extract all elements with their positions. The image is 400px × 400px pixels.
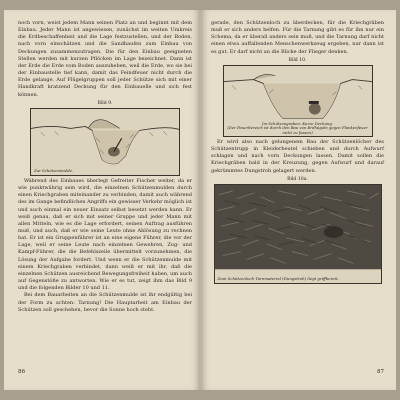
figure-9-illustration — [30, 108, 180, 176]
right-page — [201, 10, 396, 390]
left-paragraph-last: Bei dem Bauarbeiten an die Schützenmulde ist ihr endgültig bei der Form zu achten: Tarnung! Die Hauptarbeit am Einbau der Schützen soll geschehen, bevor die Sonne hoch steht. — [18, 292, 192, 313]
foxhole-drawing — [31, 109, 179, 175]
left-page-number: 86 — [18, 368, 25, 375]
figure-10-caption-line1: Im Schützengraben: Kurze Deckung. — [262, 120, 333, 126]
left-paragraph-bottom: Während des Einbaues überlegt Gefreiter Fischer weiter, da er wie punktwährig sein wird, die einzelnen Schützenmulden durch einen Kriechgraben miteinander zu verbinden, damit auch während des im Gange befindlichen Angriffs ein gewisser Verkehr möglich ist und auch einmal ein neuer Einsatz selbst besetzt werden kann. Er weiß genau, daß er sich mit seiner Gruppe und jeder Mann mit allen Mitteln, wie es die Lage erfordert, seinen Auftrag ausführen muß, und auch, daß er wie seine Leute ohne Ablösung zu rechnen hat. Er ist ein Gruppenführer ist an eine eigene Führer, die vor der Lage, weil er seine Leute nach einzelnen Gewehren, Zug- und Kampf-Führer, die die Befehlszeile übermittelt vorzunehmen, die Lösung der Aufgabe fordert. Und wenn er die Schützenmulde mit einem Kriechgraben verbindet, dann weiß er mit ihr, daß die einzelnen Schützen ausreichend Bewegungsfreiheit haben, um auch auf Gegenstöße zu antworten. Wie er es tut, zeigt ihm das Bild 9 und die folgenden Bilder 10 und 11. — [18, 177, 192, 292]
figure-10-label: Bild 10. — [288, 57, 307, 63]
figure-9-label: Bild 9. — [97, 100, 113, 106]
figure-9-caption: Zur Schützenmulde. — [34, 168, 74, 174]
right-page-number: 87 — [377, 368, 384, 375]
figure-10-illustration — [223, 65, 373, 137]
figure-10a-label: Bild 10a. — [287, 176, 308, 182]
left-page — [4, 10, 200, 390]
right-paragraph-mid: Er wird also nach gelungenem Bau der Schützenlöcher des Schützentrupp in Kleiderbeutel schieben und durch Aufwurf schlagen und nach vorn Deckungen lassen. Damit sollen die Kriechgräben bald in der Kreuzung, gegen Aufwurf und darauf gekrümmtes Dungstroh gelagert werden. — [211, 138, 384, 174]
figure-10-caption — [227, 122, 369, 136]
straw-field-photo — [215, 185, 381, 283]
figure-10-caption-line2: (Der Feuerbereich ist durch den Bau von Erdhügeln gegen Flankenfeuer nicht zu fassen) — [227, 125, 368, 135]
left-paragraph-top: noch vorn, weist jedem Mann seinen Platz an und beginnt mit dem Einbau. Jeder Mann ist angewiesen, zunächst im weiten Umkreis die Erdbeschaffenheit und die Lage festzustellen, und der Boden, nach vorn einschätzen und die Sandhaufen zum Einbau von Deckungen zusammenzutragen. Die für den Einbau geeigneten Stellen werden mit kurzen Pflöcken im Lage bezeichnet. Dann ist der Erde die Erde vom Boden auszuheben, weil die Erde, wo sie bei der Einbaustelle tief kann, damit das Feindfeuer nicht durch die Erde gelange. Auf Flügelgruppen soll jeder Schütze sich mit einer Handkraft kratzend Deckung für den Einbauelle und sich fest können. — [18, 20, 192, 98]
right-paragraph-top: gerade, den Schützenloch zu überdecken, für die Kriechgräben muß er sich anders helfen. Für die Tarnung gibt es für ihn nur ein Schema, da er überall anders sein muß, und die Tarnung darf nicht einen etwa auffallenden Menschenwerkzeug ergeben, nur dann ist es gut. Er darf nicht an die Blicke der Flieger denken. — [211, 20, 384, 55]
figure-10a-caption: Zum Schützenloch Tarnmaterial (Dungstroh) liegt griffbereit. — [217, 276, 339, 282]
figure-10a-photo — [214, 184, 382, 284]
